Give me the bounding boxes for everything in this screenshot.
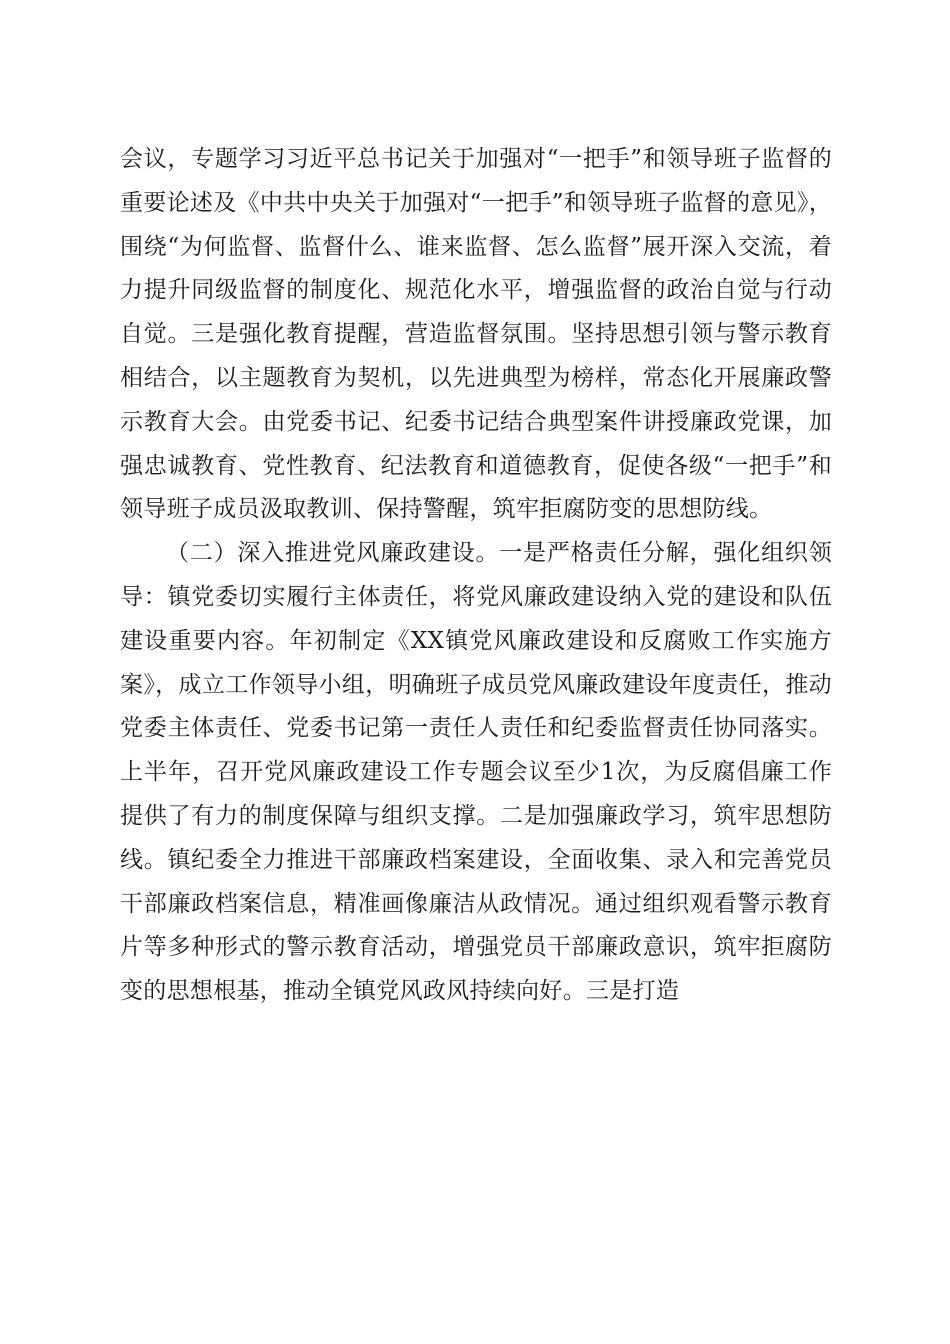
paragraph-section-two: （二）深入推进党风廉政建设。一是严格责任分解，强化组织领导：镇党委切实履行主体责任，将党风廉政建设纳入党的建设和队伍建设重要内容。年初制定《XX镇党风廉政建设和反腐败工作实施方案》，成立工作领导小组，明确班子成员党风廉政建设年度责任，推动党委主体责任、党委书记第一责任人责任和纪委监督责任协同落实。上半年，召开党风廉政建设工作专题会议至少1次，为反腐倡廉工作提供了有力的制度保障与组织支撑。二是加强廉政学习，筑牢思想防线。镇纪委全力推进干部廉政档案建设，全面收集、录入和完善党员干部廉政档案信息，精准画像廉洁从政情况。通过组织观看警示教育片等多种形式的警示教育活动，增强党员干部廉政意识，筑牢拒腐防变的思想根基，推动全镇党风政风持续向好。三是打造 (120, 540, 832, 1005)
paragraph-continuation: 会议，专题学习习近平总书记关于加强对“一把手”和领导班子监督的重要论述及《中共中央关于加强对“一把手”和领导班子监督的意见》，围绕“为何监督、监督什么、谁来监督、怎么监督”展开深入交流，着力提升同级监督的制度化、规范化水平，增强监督的政治自觉与行动自觉。三是强化教育提醒，营造监督氛围。坚持思想引领与警示教育相结合，以主题教育为契机，以先进典型为榜样，常态化开展廉政警示教育大会。由党委书记、纪委书记结合典型案件讲授廉政党课，加强忠诚教育、党性教育、纪法教育和道德教育，促使各级“一把手”和领导班子成员汲取教训、保持警醒，筑牢拒腐防变的思想防线。 (120, 146, 832, 523)
document-body (120, 138, 832, 1014)
